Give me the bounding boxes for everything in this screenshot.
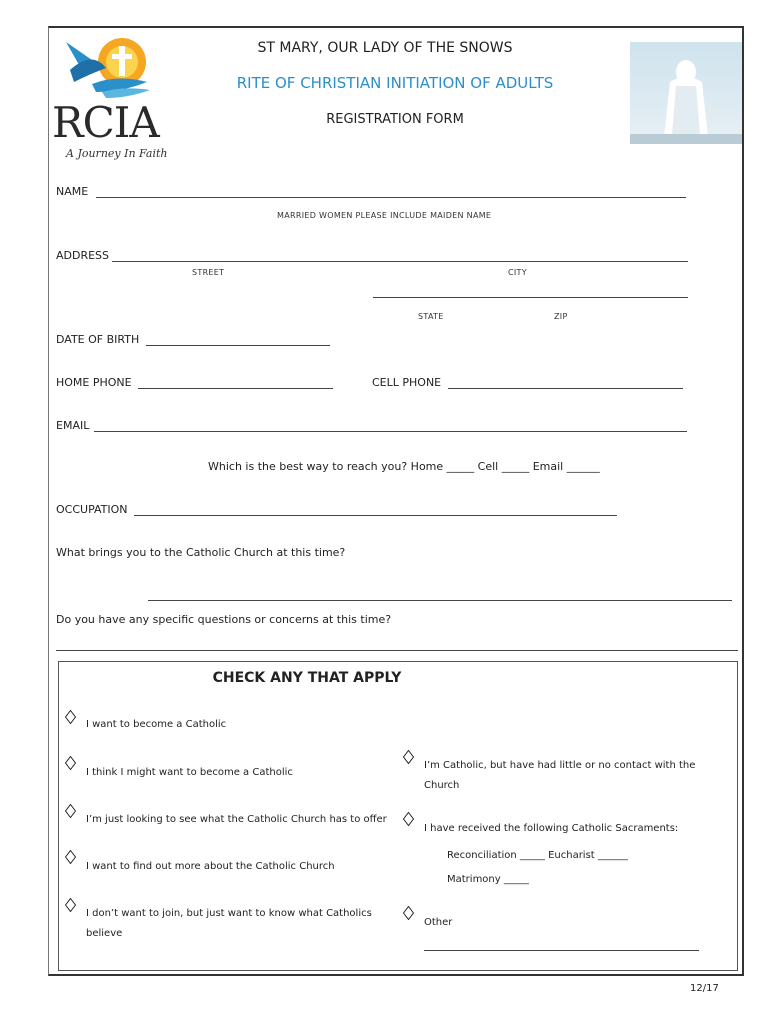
home-phone-input-line[interactable] bbox=[138, 388, 333, 389]
state-zip-input-line[interactable] bbox=[373, 297, 688, 298]
city-hint: CITY bbox=[508, 268, 527, 277]
diamond-checkbox-icon[interactable] bbox=[65, 804, 76, 818]
diamond-checkbox-icon[interactable] bbox=[65, 756, 76, 770]
dob-input-line[interactable] bbox=[146, 345, 330, 346]
address-input-line[interactable] bbox=[112, 261, 688, 262]
option-might-become-catholic: I think I might want to become a Catholic bbox=[86, 767, 293, 778]
home-phone-label: HOME PHONE bbox=[56, 376, 132, 389]
question-concerns: Do you have any specific questions or concerns at this time? bbox=[56, 613, 392, 626]
option-become-catholic: I want to become a Catholic bbox=[86, 719, 227, 730]
form-title: REGISTRATION FORM bbox=[326, 112, 464, 127]
cell-phone-label: CELL PHONE bbox=[372, 376, 442, 389]
diamond-checkbox-icon[interactable] bbox=[65, 710, 76, 724]
name-label: NAME bbox=[56, 185, 89, 198]
checklist-title: CHECK ANY THAT APPLY bbox=[212, 670, 402, 686]
email-input-line[interactable] bbox=[94, 431, 687, 432]
revision-date: 12/17 bbox=[690, 983, 719, 994]
state-hint: STATE bbox=[418, 312, 444, 321]
occupation-input-line[interactable] bbox=[134, 515, 617, 516]
dob-label: DATE OF BIRTH bbox=[56, 333, 140, 346]
diamond-checkbox-icon[interactable] bbox=[403, 906, 414, 920]
option-received-sacraments: I have received the following Catholic Sacraments: bbox=[424, 823, 679, 834]
name-hint: MARRIED WOMEN PLEASE INCLUDE MAIDEN NAME bbox=[277, 211, 492, 220]
option-dont-want-to-join: I don’t want to join, but just want to know what Catholics bbox=[86, 908, 372, 919]
question-what-brings: What brings you to the Catholic Church at this time? bbox=[56, 546, 346, 559]
diamond-checkbox-icon[interactable] bbox=[403, 812, 414, 826]
option-dont-want-to-join-cont: believe bbox=[86, 928, 123, 939]
street-hint: STREET bbox=[192, 268, 225, 277]
question-concerns-answer-line[interactable] bbox=[56, 650, 738, 651]
option-catholic-little-contact-cont: Church bbox=[424, 780, 460, 791]
zip-hint: ZIP bbox=[554, 312, 568, 321]
parish-title: ST MARY, OUR LADY OF THE SNOWS bbox=[257, 40, 513, 56]
other-input-line[interactable] bbox=[424, 950, 699, 951]
diamond-checkbox-icon[interactable] bbox=[65, 898, 76, 912]
option-other: Other bbox=[424, 917, 453, 928]
question-what-brings-answer-line[interactable] bbox=[148, 600, 732, 601]
address-label: ADDRESS bbox=[56, 249, 110, 262]
contact-preference-question[interactable]: Which is the best way to reach you? Home _____ Cell _____ Email ______ bbox=[208, 460, 600, 473]
sacraments-reconciliation-eucharist[interactable]: Reconciliation _____ Eucharist ______ bbox=[447, 850, 628, 861]
name-input-line[interactable] bbox=[96, 197, 686, 198]
option-just-looking: I’m just looking to see what the Catholic Church has to offer bbox=[86, 814, 387, 825]
statue-image bbox=[630, 42, 742, 144]
occupation-label: OCCUPATION bbox=[56, 503, 128, 516]
sacraments-matrimony[interactable]: Matrimony _____ bbox=[447, 874, 529, 885]
option-find-out-more: I want to find out more about the Catholic Church bbox=[86, 861, 335, 872]
program-title: RITE OF CHRISTIAN INITIATION OF ADULTS bbox=[236, 74, 554, 92]
diamond-checkbox-icon[interactable] bbox=[65, 850, 76, 864]
cell-phone-input-line[interactable] bbox=[448, 388, 683, 389]
email-label: EMAIL bbox=[56, 419, 90, 432]
option-catholic-little-contact: I’m Catholic, but have had little or no contact with the bbox=[424, 760, 696, 771]
diamond-checkbox-icon[interactable] bbox=[403, 750, 414, 764]
logo-tagline: A Journey In Faith bbox=[66, 147, 168, 160]
mary-statue-icon bbox=[630, 42, 742, 144]
logo-text: RCIA bbox=[52, 98, 159, 147]
